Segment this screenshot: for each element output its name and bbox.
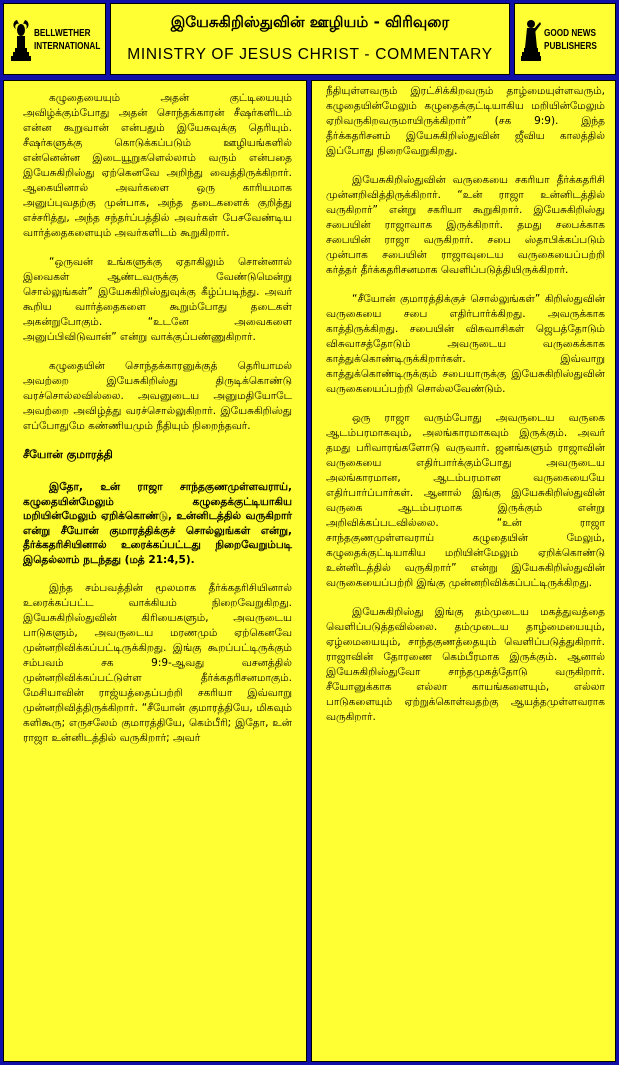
trumpet-herald-icon xyxy=(521,18,541,62)
section-heading: சீயோன் குமாரத்தி xyxy=(23,448,113,461)
ram-icon xyxy=(11,18,31,62)
good-news-logo-line1: GOOD NEWS xyxy=(544,28,596,39)
left-column xyxy=(3,80,307,1062)
scripture-quote: இதோ, உன் ராஜா சாந்தகுணமுள்ளவராய், கழுதையின்மேலும் கழுதைக்குட்டியாகிய மறியின்மேலும் ஏறிக்கொண்டு, உன்னிடத்தில் வருகிறார் என்று சீயோன் குமாரத்திக்குச் சொல்லுங்கள் என்று, தீர்க்கதரிசியினால் உரைக்கப்பட்டது நிறைவேறும்படி இதெல்லாம் நடந்தது (மத் 21:4,5). xyxy=(23,481,292,566)
left-paragraph-4: இந்த சம்பவத்தின் மூலமாக தீர்க்கதரிசியினால் உரைக்கப்பட்ட வாக்கியம் நிறைவேறுகிறது. இயேசுகிறிஸ்துவின் கிரியைகளும், அவருடைய பாடுகளும், அவருடைய மரணமும் ஏற்கெனவே முன்னறிவிக்கப்பட்டிருக்கிறது. இங்கு கூறப்பட்டிருக்கும் சம்பவம் சக 9:9-ஆவது வசனத்தில் முன்னறிவிக்கப்பட்டுள்ள தீர்க்கதரிசனமாகும். மேசியாவின் ராஜ்யத்தைப்பற்றி சகரியா இவ்வாறு முன்னறிவித்திருக்கிறார். “சீயோன் குமாரத்தியே, மிகவும் களிகூரு; எருசலேம் குமாரத்தியே, கெம்பீரி; இதோ, உன் ராஜா உன்னிடத்தில் வருகிறார்; அவர் xyxy=(23,582,292,744)
bellwether-logo-line1: BELLWETHER xyxy=(34,28,91,39)
page-title-english: MINISTRY OF JESUS CHRIST - COMMENTARY xyxy=(127,46,493,63)
title-box xyxy=(110,3,510,75)
left-paragraph-1: கழுதையையும் அதன் குட்டியையும் அவிழ்க்கும்போது அதன் சொந்தக்காரன் சீஷர்களிடம் என்ன கூறுவான் என்பதும் இயேசுவுக்கு தெரியும். சீஷர்களுக்கு கொடுக்கப்படும் ஊழியங்களில் என்னென்ன இடையூறுகளெல்லாம் வரும் என்பதை இயேசுகிறிஸ்து ஏற்கெனவே அறிந்து வைத்திருக்கிறார். ஆகையினால் அவர்களை ஒரு காரியமாக அனுப்புவதற்கு முன்பாக, அந்த தடைகளைக் குறித்து எச்சரித்து, அந்த சந்தர்ப்பத்தில் அவர்கள் பேசவேண்டிய வார்த்தைகளையும் அவர்களிடம் கூறுகிறார். xyxy=(23,92,292,239)
page-title-tamil: இயேசுகிறிஸ்துவின் ஊழியம் - விரிவுரை xyxy=(170,13,450,31)
right-paragraph-5: இயேசுகிறிஸ்து இங்கு தம்முடைய மகத்துவத்தை வெளிப்படுத்தவில்லை. தம்முடைய தாழ்மையையும், ஏழ்மையையும், சாந்தகுணத்தையும் வெளிப்படுத்துகிறார். ராஜாவின் தோரணை கெம்பீரமாக இருக்கும். ஆனால் இயேசுகிறிஸ்துவோ சாந்தமுகத்தோடு வருகிறார். சீயோனுக்காக எல்லா காயங்களையும், எல்லா பாடுகளையும் ஏற்றுக்கொள்வதற்கு ஆயத்தமுள்ளவராக வருகிறார். xyxy=(326,606,605,723)
right-column xyxy=(311,80,616,1062)
right-paragraph-1: நீதியுள்ளவரும் இரட்சிக்கிறவரும் தாழ்மையுள்ளவரும், கழுதையின்மேலும் கழுதைக்குட்டியாகிய மறியின்மேலும் ஏறிவருகிறவருமாயிருக்கிறார்” (சக 9:9). இந்த தீர்க்கதரிசனம் இயேசுகிறிஸ்துவின் ஜீவிய காலத்தில் இப்போது நிறைவேறுகிறது. xyxy=(326,85,605,157)
right-paragraph-4: ஒரு ராஜா வரும்போது அவருடைய வருகை ஆடம்பரமாகவும், அலங்காரமாகவும் இருக்கும். அவர் தமது பரிவாரங்களோடு வருவார். ஜனங்களும் ராஜாவின் வருகையை எதிர்பார்க்கும்போது அவருடைய அலங்காரமான, ஆடம்பரமான வருகையையே எதிர்பார்ப்பார்கள். ஆனால் இங்கு இயேசுகிறிஸ்துவின் வருகை ஆடம்பரமாக இருக்கும் என்று அறிவிக்கப்படவில்லை. “உன் ராஜா சாந்தகுணமுள்ளவராய் கழுதையின் மேலும், கழுதைக்குட்டியாகிய மறியின்மேலும் ஏறிக்கொண்டு உன்னிடத்தில் வருகிறார்” என்று இயேசுகிறிஸ்துவின் வருகையைப்பற்றி இங்கு முன்னறிவிக்கப்பட்டிருக்கிறது. xyxy=(326,412,605,589)
right-paragraph-3: “சீயோன் குமாரத்திக்குச் சொல்லுங்கள்” கிறிஸ்துவின் வருகையை சபை எதிர்பார்க்கிறது. அவருக்காக காத்திருக்கிறது. சபையின் விசுவாசிகள் ஜெபத்தோடும் விசுவாசத்தோடும் அவருடைய வருகைக்காக காத்துக்கொண்டிருக்கிறார்கள். இவ்வாறு காத்துக்கொண்டிருக்கும் சபையாருக்கு இயேசுகிறிஸ்துவின் வருகையைப்பற்றி சொல்லவேண்டும். xyxy=(326,293,605,395)
bellwether-logo-box xyxy=(3,3,106,75)
left-paragraph-2: “ஒருவன் உங்களுக்கு ஏதாகிலும் சொன்னால் இவைகள் ஆண்டவருக்கு வேண்டுமென்று சொல்லுங்கள்” இயேசுகிறிஸ்துவுக்கு கீழ்ப்படிந்து. அவர் கூறிய வார்த்தைகளை கூறும்போது தடைகள் அகன்றுபோகும். “உடனே அவைகளை அனுப்பிவிடுவான்” என்று வாக்குப்பண்ணுகிறார். xyxy=(23,256,292,343)
left-paragraph-3: கழுதையின் சொந்தக்காரனுக்குத் தெரியாமல் அவற்றை இயேசுகிறிஸ்து திருடிக்கொண்டு வரச்சொல்லவில்லை. அவனுடைய அனுமதியோடே அவற்றை அவிழ்த்து வரச்சொல்லுகிறார். இயேசுகிறிஸ்து எப்போதுமே கண்ணியமும் நீதியும் நிறைந்தவர். xyxy=(23,360,292,432)
bellwether-logo xyxy=(11,18,115,62)
right-paragraph-2: இயேசுகிறிஸ்துவின் வருகையை சகரியா தீர்க்கதரிசி முன்னறிவித்திருக்கிறார். “உன் ராஜா உன்னிடத்தில் வருகிறார்” என்று சகரியா கூறுகிறார். இயேசுகிறிஸ்து சபையின் ராஜாவாக இருக்கிறார். தமது சபைக்காக சபையின் ராஜா வருகிறார். சபை ஸ்தாபிக்கப்படும் முன்பாக சபையின் ராஜாவுடைய வருகையைப்பற்றி கர்த்தர் தீர்க்கதரிசனமாக வெளிப்படுத்தியிருக்கிறார். xyxy=(326,174,605,276)
good-news-logo-box xyxy=(514,3,616,75)
bellwether-logo-line2: INTERNATIONAL xyxy=(34,41,101,52)
good-news-logo-line2: PUBLISHERS xyxy=(544,41,597,52)
good-news-logo xyxy=(521,18,608,62)
